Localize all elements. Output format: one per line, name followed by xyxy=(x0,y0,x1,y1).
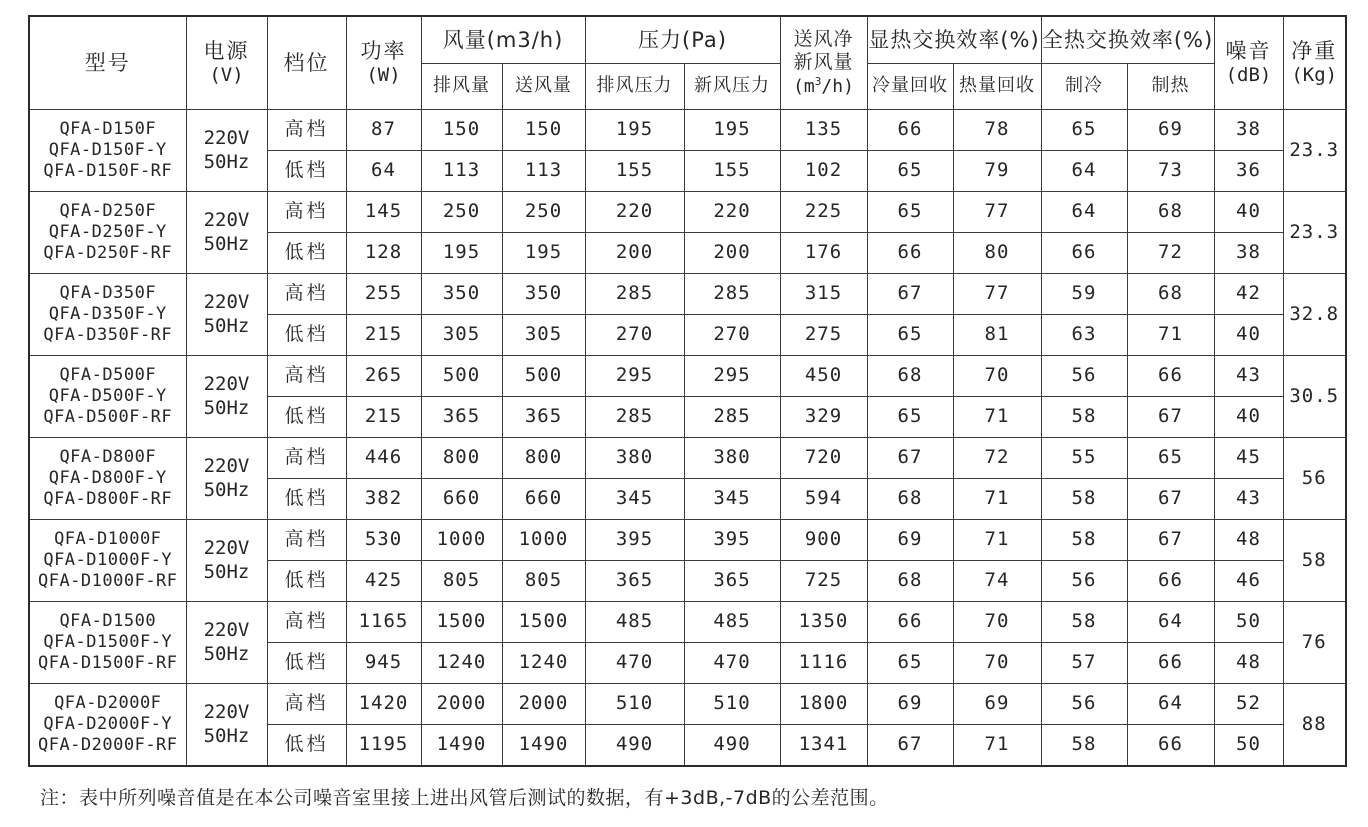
model-cell: QFA-D500F QFA-D500F-Y QFA-D500F-RF xyxy=(29,356,186,438)
value-cell: 58 xyxy=(1041,725,1127,767)
gear-cell: 低档 xyxy=(267,151,346,192)
value-cell: 87 xyxy=(346,110,421,151)
spec-table-header xyxy=(29,16,1346,110)
value-cell: 380 xyxy=(684,438,780,479)
value-cell: 58 xyxy=(1041,520,1127,561)
value-cell: 63 xyxy=(1041,315,1127,356)
value-cell: 945 xyxy=(346,643,421,684)
value-cell: 73 xyxy=(1127,151,1214,192)
header-net-fresh-line2: 新风量 xyxy=(793,51,854,74)
value-cell: 365 xyxy=(421,397,502,438)
value-cell: 65 xyxy=(867,315,953,356)
value-cell: 57 xyxy=(1041,643,1127,684)
value-cell: 56 xyxy=(1041,684,1127,725)
value-cell: 250 xyxy=(502,192,585,233)
value-cell: 380 xyxy=(585,438,684,479)
value-cell: 56 xyxy=(1041,356,1127,397)
header-weight-label: 净重 xyxy=(1291,39,1338,63)
power-supply-cell: 220V 50Hz xyxy=(186,356,267,438)
header-noise-label: 噪音 xyxy=(1225,39,1272,63)
gear-cell: 低档 xyxy=(267,315,346,356)
header-sensible-heat-group: 显热交换效率(%) xyxy=(867,16,1041,64)
value-cell: 225 xyxy=(780,192,867,233)
model-cell: QFA-D2000F QFA-D2000F-Y QFA-D2000F-RF xyxy=(29,684,186,767)
header-cooling: 制冷 xyxy=(1041,64,1127,110)
value-cell: 128 xyxy=(346,233,421,274)
value-cell: 900 xyxy=(780,520,867,561)
model-cell: QFA-D150F QFA-D150F-Y QFA-D150F-RF xyxy=(29,110,186,192)
header-exhaust-volume: 排风量 xyxy=(421,64,502,110)
value-cell: 215 xyxy=(346,397,421,438)
value-cell: 40 xyxy=(1214,397,1283,438)
table-row xyxy=(29,602,1346,643)
value-cell: 470 xyxy=(684,643,780,684)
header-power-label: 功率 xyxy=(360,39,407,63)
value-cell: 195 xyxy=(684,110,780,151)
weight-cell: 88 xyxy=(1283,684,1346,767)
value-cell: 1420 xyxy=(346,684,421,725)
power-supply-cell: 220V 50Hz xyxy=(186,192,267,274)
weight-cell: 76 xyxy=(1283,602,1346,684)
model-cell: QFA-D1000F QFA-D1000F-Y QFA-D1000F-RF xyxy=(29,520,186,602)
header-power-supply xyxy=(186,16,267,110)
value-cell: 270 xyxy=(684,315,780,356)
footnote: 注：表中所列噪音值是在本公司噪音室里接上进出风管后测试的数据，有+3dB,-7dB的公差范围。 xyxy=(40,787,889,809)
value-cell: 800 xyxy=(421,438,502,479)
value-cell: 215 xyxy=(346,315,421,356)
gear-cell: 低档 xyxy=(267,233,346,274)
value-cell: 66 xyxy=(1127,561,1214,602)
value-cell: 56 xyxy=(1041,561,1127,602)
value-cell: 725 xyxy=(780,561,867,602)
value-cell: 270 xyxy=(585,315,684,356)
model-cell: QFA-D1500 QFA-D1500F-Y QFA-D1500F-RF xyxy=(29,602,186,684)
value-cell: 46 xyxy=(1214,561,1283,602)
value-cell: 68 xyxy=(867,356,953,397)
value-cell: 660 xyxy=(502,479,585,520)
value-cell: 58 xyxy=(1041,602,1127,643)
value-cell: 71 xyxy=(953,520,1041,561)
value-cell: 395 xyxy=(684,520,780,561)
value-cell: 350 xyxy=(502,274,585,315)
value-cell: 68 xyxy=(1127,192,1214,233)
value-cell: 48 xyxy=(1214,643,1283,684)
model-cell: QFA-D800F QFA-D800F-Y QFA-D800F-RF xyxy=(29,438,186,520)
gear-cell: 低档 xyxy=(267,479,346,520)
weight-cell: 58 xyxy=(1283,520,1346,602)
header-power-unit: (W) xyxy=(366,64,401,87)
value-cell: 285 xyxy=(684,397,780,438)
header-exhaust-pressure: 排风压力 xyxy=(585,64,684,110)
value-cell: 69 xyxy=(953,684,1041,725)
value-cell: 58 xyxy=(1041,479,1127,520)
power-supply-cell: 220V 50Hz xyxy=(186,602,267,684)
value-cell: 67 xyxy=(1127,397,1214,438)
value-cell: 250 xyxy=(421,192,502,233)
value-cell: 40 xyxy=(1214,315,1283,356)
header-weight xyxy=(1283,16,1346,110)
value-cell: 200 xyxy=(585,233,684,274)
value-cell: 66 xyxy=(1127,725,1214,767)
value-cell: 81 xyxy=(953,315,1041,356)
value-cell: 510 xyxy=(684,684,780,725)
value-cell: 1240 xyxy=(421,643,502,684)
value-cell: 70 xyxy=(953,602,1041,643)
value-cell: 69 xyxy=(867,520,953,561)
value-cell: 64 xyxy=(1127,602,1214,643)
value-cell: 77 xyxy=(953,192,1041,233)
value-cell: 315 xyxy=(780,274,867,315)
value-cell: 50 xyxy=(1214,602,1283,643)
header-cooling-recovery: 冷量回收 xyxy=(867,64,953,110)
value-cell: 58 xyxy=(1041,397,1127,438)
model-cell: QFA-D250F QFA-D250F-Y QFA-D250F-RF xyxy=(29,192,186,274)
value-cell: 1490 xyxy=(421,725,502,767)
value-cell: 485 xyxy=(585,602,684,643)
value-cell: 67 xyxy=(867,438,953,479)
power-supply-cell: 220V 50Hz xyxy=(186,110,267,192)
table-row xyxy=(29,274,1346,315)
value-cell: 150 xyxy=(502,110,585,151)
value-cell: 42 xyxy=(1214,274,1283,315)
value-cell: 59 xyxy=(1041,274,1127,315)
value-cell: 66 xyxy=(1041,233,1127,274)
value-cell: 530 xyxy=(346,520,421,561)
power-supply-cell: 220V 50Hz xyxy=(186,684,267,767)
value-cell: 69 xyxy=(867,684,953,725)
value-cell: 66 xyxy=(867,233,953,274)
gear-cell: 高档 xyxy=(267,520,346,561)
header-air-volume-group: 风量(m3/h) xyxy=(421,16,585,64)
header-weight-unit: (Kg) xyxy=(1291,64,1338,87)
gear-cell: 低档 xyxy=(267,561,346,602)
value-cell: 150 xyxy=(421,110,502,151)
value-cell: 1195 xyxy=(346,725,421,767)
header-heat-recovery: 热量回收 xyxy=(953,64,1041,110)
gear-cell: 高档 xyxy=(267,110,346,151)
value-cell: 64 xyxy=(346,151,421,192)
value-cell: 2000 xyxy=(502,684,585,725)
value-cell: 145 xyxy=(346,192,421,233)
value-cell: 1490 xyxy=(502,725,585,767)
value-cell: 1350 xyxy=(780,602,867,643)
value-cell: 70 xyxy=(953,643,1041,684)
value-cell: 70 xyxy=(953,356,1041,397)
value-cell: 195 xyxy=(421,233,502,274)
value-cell: 450 xyxy=(780,356,867,397)
value-cell: 66 xyxy=(867,110,953,151)
value-cell: 329 xyxy=(780,397,867,438)
value-cell: 365 xyxy=(585,561,684,602)
value-cell: 43 xyxy=(1214,356,1283,397)
value-cell: 1000 xyxy=(502,520,585,561)
value-cell: 67 xyxy=(867,274,953,315)
value-cell: 67 xyxy=(1127,520,1214,561)
value-cell: 65 xyxy=(1041,110,1127,151)
value-cell: 295 xyxy=(684,356,780,397)
value-cell: 425 xyxy=(346,561,421,602)
value-cell: 78 xyxy=(953,110,1041,151)
value-cell: 500 xyxy=(502,356,585,397)
header-power-supply-label: 电源 xyxy=(203,39,250,63)
value-cell: 800 xyxy=(502,438,585,479)
value-cell: 113 xyxy=(421,151,502,192)
weight-cell: 23.3 xyxy=(1283,192,1346,274)
power-supply-cell: 220V 50Hz xyxy=(186,274,267,356)
value-cell: 365 xyxy=(502,397,585,438)
table-row xyxy=(29,110,1346,151)
gear-cell: 低档 xyxy=(267,725,346,767)
header-net-fresh-unit: $(m^3/h)$ xyxy=(793,75,854,97)
value-cell: 285 xyxy=(684,274,780,315)
value-cell: 345 xyxy=(684,479,780,520)
value-cell: 77 xyxy=(953,274,1041,315)
value-cell: 65 xyxy=(867,192,953,233)
header-noise-unit: (dB) xyxy=(1225,64,1272,87)
header-noise xyxy=(1214,16,1283,110)
header-total-heat-group: 全热交换效率(%) xyxy=(1041,16,1214,64)
value-cell: 1500 xyxy=(502,602,585,643)
value-cell: 72 xyxy=(953,438,1041,479)
value-cell: 176 xyxy=(780,233,867,274)
table-row xyxy=(29,192,1346,233)
value-cell: 1165 xyxy=(346,602,421,643)
gear-cell: 低档 xyxy=(267,397,346,438)
weight-cell: 32.8 xyxy=(1283,274,1346,356)
value-cell: 1341 xyxy=(780,725,867,767)
value-cell: 45 xyxy=(1214,438,1283,479)
value-cell: 43 xyxy=(1214,479,1283,520)
value-cell: 68 xyxy=(867,479,953,520)
value-cell: 135 xyxy=(780,110,867,151)
value-cell: 69 xyxy=(1127,110,1214,151)
value-cell: 80 xyxy=(953,233,1041,274)
value-cell: 490 xyxy=(585,725,684,767)
value-cell: 102 xyxy=(780,151,867,192)
value-cell: 66 xyxy=(1127,356,1214,397)
value-cell: 485 xyxy=(684,602,780,643)
value-cell: 40 xyxy=(1214,192,1283,233)
value-cell: 74 xyxy=(953,561,1041,602)
table-row xyxy=(29,438,1346,479)
value-cell: 285 xyxy=(585,397,684,438)
header-fresh-pressure: 新风压力 xyxy=(684,64,780,110)
value-cell: 345 xyxy=(585,479,684,520)
value-cell: 1000 xyxy=(421,520,502,561)
value-cell: 285 xyxy=(585,274,684,315)
value-cell: 490 xyxy=(684,725,780,767)
value-cell: 594 xyxy=(780,479,867,520)
value-cell: 64 xyxy=(1041,151,1127,192)
value-cell: 805 xyxy=(502,561,585,602)
value-cell: 68 xyxy=(867,561,953,602)
model-cell: QFA-D350F QFA-D350F-Y QFA-D350F-RF xyxy=(29,274,186,356)
gear-cell: 高档 xyxy=(267,602,346,643)
value-cell: 66 xyxy=(1127,643,1214,684)
gear-cell: 高档 xyxy=(267,438,346,479)
value-cell: 67 xyxy=(1127,479,1214,520)
value-cell: 38 xyxy=(1214,110,1283,151)
weight-cell: 56 xyxy=(1283,438,1346,520)
value-cell: 195 xyxy=(585,110,684,151)
header-heating: 制热 xyxy=(1127,64,1214,110)
value-cell: 220 xyxy=(585,192,684,233)
value-cell: 1116 xyxy=(780,643,867,684)
spec-table xyxy=(28,15,1347,767)
value-cell: 155 xyxy=(585,151,684,192)
value-cell: 1240 xyxy=(502,643,585,684)
value-cell: 220 xyxy=(684,192,780,233)
weight-cell: 30.5 xyxy=(1283,356,1346,438)
header-power-supply-unit: (V) xyxy=(209,64,244,87)
value-cell: 71 xyxy=(1127,315,1214,356)
table-row xyxy=(29,520,1346,561)
value-cell: 65 xyxy=(1127,438,1214,479)
table-row xyxy=(29,356,1346,397)
value-cell: 195 xyxy=(502,233,585,274)
header-net-fresh-line1: 送风净 xyxy=(793,27,854,50)
value-cell: 510 xyxy=(585,684,684,725)
value-cell: 65 xyxy=(867,643,953,684)
value-cell: 38 xyxy=(1214,233,1283,274)
value-cell: 155 xyxy=(684,151,780,192)
value-cell: 660 xyxy=(421,479,502,520)
header-model: 型号 xyxy=(29,16,186,110)
value-cell: 50 xyxy=(1214,725,1283,767)
spec-table-body xyxy=(29,110,1346,767)
value-cell: 64 xyxy=(1127,684,1214,725)
value-cell: 350 xyxy=(421,274,502,315)
gear-cell: 高档 xyxy=(267,684,346,725)
value-cell: 720 xyxy=(780,438,867,479)
value-cell: 71 xyxy=(953,479,1041,520)
value-cell: 305 xyxy=(421,315,502,356)
value-cell: 52 xyxy=(1214,684,1283,725)
value-cell: 64 xyxy=(1041,192,1127,233)
gear-cell: 高档 xyxy=(267,192,346,233)
value-cell: 71 xyxy=(953,397,1041,438)
value-cell: 200 xyxy=(684,233,780,274)
value-cell: 255 xyxy=(346,274,421,315)
value-cell: 305 xyxy=(502,315,585,356)
gear-cell: 低档 xyxy=(267,643,346,684)
value-cell: 382 xyxy=(346,479,421,520)
value-cell: 72 xyxy=(1127,233,1214,274)
value-cell: 365 xyxy=(684,561,780,602)
table-row xyxy=(29,684,1346,725)
header-supply-volume: 送风量 xyxy=(502,64,585,110)
header-gear: 档位 xyxy=(267,16,346,110)
value-cell: 446 xyxy=(346,438,421,479)
power-supply-cell: 220V 50Hz xyxy=(186,520,267,602)
value-cell: 395 xyxy=(585,520,684,561)
value-cell: 67 xyxy=(867,725,953,767)
value-cell: 79 xyxy=(953,151,1041,192)
value-cell: 275 xyxy=(780,315,867,356)
value-cell: 265 xyxy=(346,356,421,397)
header-net-fresh-air xyxy=(780,16,867,110)
value-cell: 295 xyxy=(585,356,684,397)
value-cell: 113 xyxy=(502,151,585,192)
power-supply-cell: 220V 50Hz xyxy=(186,438,267,520)
value-cell: 71 xyxy=(953,725,1041,767)
value-cell: 500 xyxy=(421,356,502,397)
value-cell: 1800 xyxy=(780,684,867,725)
gear-cell: 高档 xyxy=(267,274,346,315)
value-cell: 48 xyxy=(1214,520,1283,561)
value-cell: 805 xyxy=(421,561,502,602)
value-cell: 68 xyxy=(1127,274,1214,315)
value-cell: 470 xyxy=(585,643,684,684)
value-cell: 66 xyxy=(867,602,953,643)
header-pressure-group: 压力(Pa) xyxy=(585,16,780,64)
value-cell: 1500 xyxy=(421,602,502,643)
weight-cell: 23.3 xyxy=(1283,110,1346,192)
value-cell: 2000 xyxy=(421,684,502,725)
gear-cell: 高档 xyxy=(267,356,346,397)
value-cell: 55 xyxy=(1041,438,1127,479)
value-cell: 65 xyxy=(867,397,953,438)
value-cell: 36 xyxy=(1214,151,1283,192)
header-power xyxy=(346,16,421,110)
value-cell: 65 xyxy=(867,151,953,192)
